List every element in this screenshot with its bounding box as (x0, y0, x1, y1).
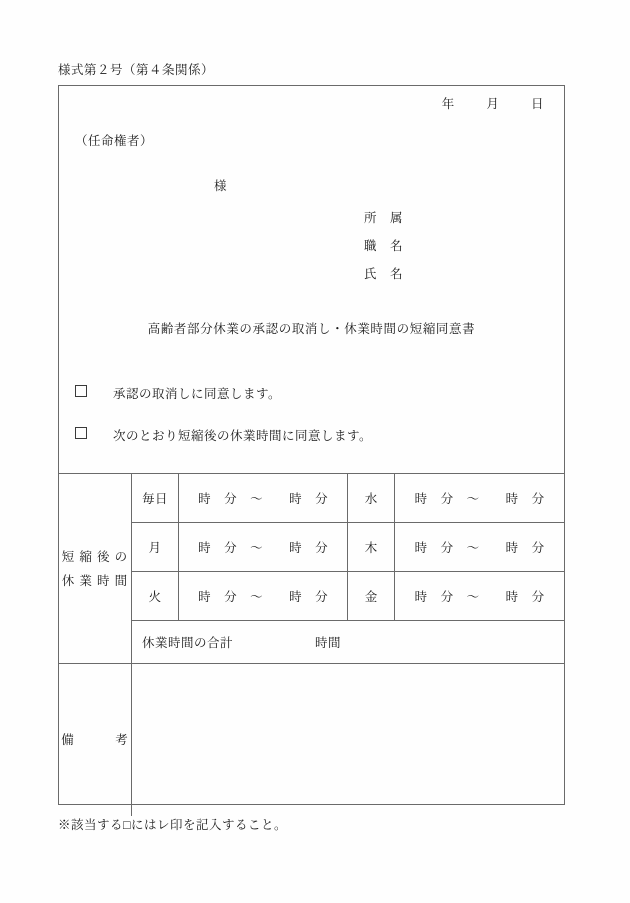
applicant-info-block (364, 204, 403, 288)
row-label-shortened-hours (59, 474, 132, 664)
date-month-label: 月 (486, 97, 500, 111)
form-upper-section (59, 86, 564, 473)
day-label-wednesday: 水 (348, 474, 395, 523)
table-row (59, 523, 564, 572)
time-pattern-text: 時 分 ～ 時 分 (414, 590, 545, 604)
remarks-field[interactable] (132, 664, 565, 817)
table-row-total (59, 621, 564, 664)
time-field-everyday[interactable] (179, 474, 348, 523)
day-label-friday: 金 (348, 572, 395, 621)
shortened-hours-table (59, 473, 564, 816)
total-hours-cell[interactable] (132, 621, 565, 664)
checkbox-icon[interactable] (75, 385, 87, 397)
consent-list (75, 384, 372, 468)
time-pattern-text: 時 分 ～ 時 分 (414, 492, 545, 506)
date-line (442, 94, 544, 112)
time-field-monday[interactable] (179, 523, 348, 572)
total-hours-label: 休業時間の合計 (142, 636, 234, 650)
day-label-tuesday: 火 (132, 572, 179, 621)
checkbox-icon[interactable] (75, 427, 87, 439)
time-field-wednesday[interactable] (395, 474, 564, 523)
job-title-label: 職 名 (364, 239, 404, 253)
row-label-line1: 短 縮 後 の (61, 549, 129, 564)
name-label: 氏 名 (364, 267, 404, 281)
day-label-everyday: 毎日 (132, 474, 179, 523)
table-row (59, 474, 564, 523)
affiliation-label: 所 属 (364, 211, 404, 225)
time-pattern-text: 時 分 ～ 時 分 (198, 541, 329, 555)
day-label-thursday: 木 (348, 523, 395, 572)
day-label-monday: 月 (132, 523, 179, 572)
date-year-label: 年 (441, 97, 455, 111)
time-field-friday[interactable] (395, 572, 564, 621)
form-frame (58, 85, 565, 805)
table-row-remarks (59, 664, 564, 817)
document-title: 高齢者部分休業の承認の取消し・休業時間の短縮同意書 (147, 322, 476, 336)
time-field-thursday[interactable] (395, 523, 564, 572)
form-number: 様式第２号（第４条関係） (58, 63, 215, 77)
consent-item-label: 次のとおり短縮後の休業時間に同意します。 (113, 429, 373, 443)
total-hours-unit: 時間 (315, 636, 342, 650)
honorific-label: 様 (214, 179, 227, 193)
consent-item-shortened-hours[interactable] (75, 426, 372, 444)
appointer-label: （任命権者） (75, 134, 154, 148)
table-row (59, 572, 564, 621)
time-pattern-text: 時 分 ～ 時 分 (198, 492, 329, 506)
consent-item-label: 承認の取消しに同意します。 (113, 387, 282, 401)
consent-item-cancellation[interactable] (75, 384, 372, 402)
time-field-tuesday[interactable] (179, 572, 348, 621)
remarks-label: 備 考 (59, 664, 132, 817)
row-label-line2: 休 業 時 間 (61, 573, 129, 588)
footnote: ※該当する□にはレ印を記入すること。 (58, 818, 288, 832)
date-day-label: 日 (530, 97, 544, 111)
time-pattern-text: 時 分 ～ 時 分 (198, 590, 329, 604)
time-pattern-text: 時 分 ～ 時 分 (414, 541, 545, 555)
